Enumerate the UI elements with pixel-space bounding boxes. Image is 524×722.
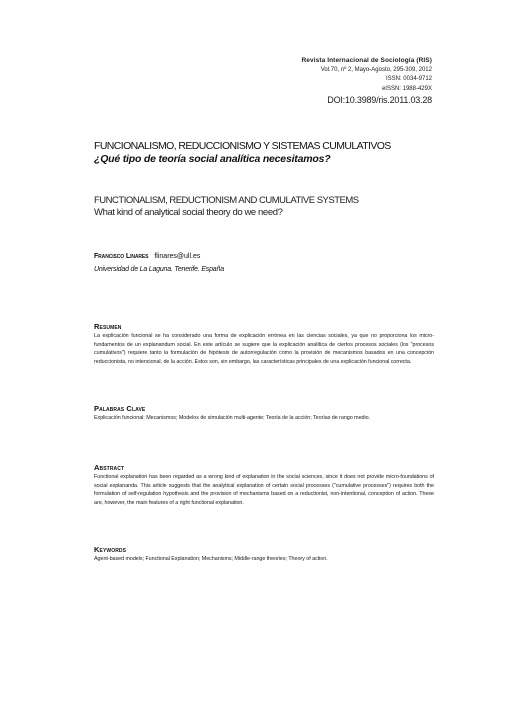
abstract-section xyxy=(94,463,434,507)
resumen-text: La explicación funcional se ha considerado una forma de explicación errónea en las ciencias sociales, ya que no proporciona los micro-fundamentos de un explanandum social. En este artículo se sugiere que la explicación analítica de ciertos procesos sociales (los "procesos cumulativos") requiere tanto la formulación de hipótesis de autorregulación como la provisión de mecanismos basados en una concepción reduccionista, no intencional, de la acción. Estos son, sin embargo, las características principales de una explicación funcional correcta. xyxy=(94,333,434,365)
author-line xyxy=(94,252,200,262)
journal-header xyxy=(301,56,432,106)
author-email[interactable]: flinares@ull.es xyxy=(154,253,201,260)
title-spanish-subtitle: ¿Qué tipo de teoría social analítica necesitamos? xyxy=(94,153,331,165)
title-spanish xyxy=(94,140,438,166)
journal-title: Revista Internacional de Sociología (RIS) xyxy=(301,57,432,64)
author-name: Francisco Linares xyxy=(94,253,149,260)
abstract-heading: Abstract xyxy=(94,463,125,472)
title-english-subtitle: What kind of analytical social theory do we need? xyxy=(94,207,283,218)
palabras-clave-section xyxy=(94,404,434,423)
keywords-section xyxy=(94,545,434,564)
author-affiliation: Universidad de La Laguna. Tenerife. España xyxy=(94,266,224,273)
keywords-text: Agent-based models; Functional Explanation; Mechanisms; Middle-range theories; Theory of action. xyxy=(94,556,328,562)
journal-eissn: eISSN: 1988-429X xyxy=(381,85,432,92)
resumen-heading: Resumen xyxy=(94,322,122,331)
journal-doi: DOI:10.3989/ris.2011.03.28 xyxy=(327,95,432,105)
title-english xyxy=(94,195,438,219)
journal-volume: Vol.70, nº 2, Mayo-Agosto, 295-309, 2012 xyxy=(320,66,432,73)
resumen-section xyxy=(94,322,434,366)
keywords-heading: Keywords xyxy=(94,545,127,554)
abstract-text: Functional explanation has been regarded as a wrong kind of explanation in the social sciences, since it does not provide micro-foundations of social explananda. This article suggests that the analytical explanation of certain social processes ("cumulative processes") requires both the formulation of self-regulation hypothesis and the provision of mechanisms based on a reductionist, non-intentional, conception of action. These are, however, the main features of a right functional explanation. xyxy=(94,474,434,506)
title-english-main: FUNCTIONALISM, REDUCTIONISM AND CUMULATIVE SYSTEMS xyxy=(94,195,359,206)
palabras-clave-text: Explicación funcional; Mecanismos; Modelos de simulación multi-agente; Teoría de la acción; Teorías de rango medio. xyxy=(94,415,371,421)
journal-issn: ISSN: 0034-9712 xyxy=(385,76,432,82)
title-spanish-main: FUNCIONALISMO, REDUCCIONISMO Y SISTEMAS CUMULATIVOS xyxy=(94,140,391,152)
palabras-clave-heading: Palabras Clave xyxy=(94,404,146,413)
